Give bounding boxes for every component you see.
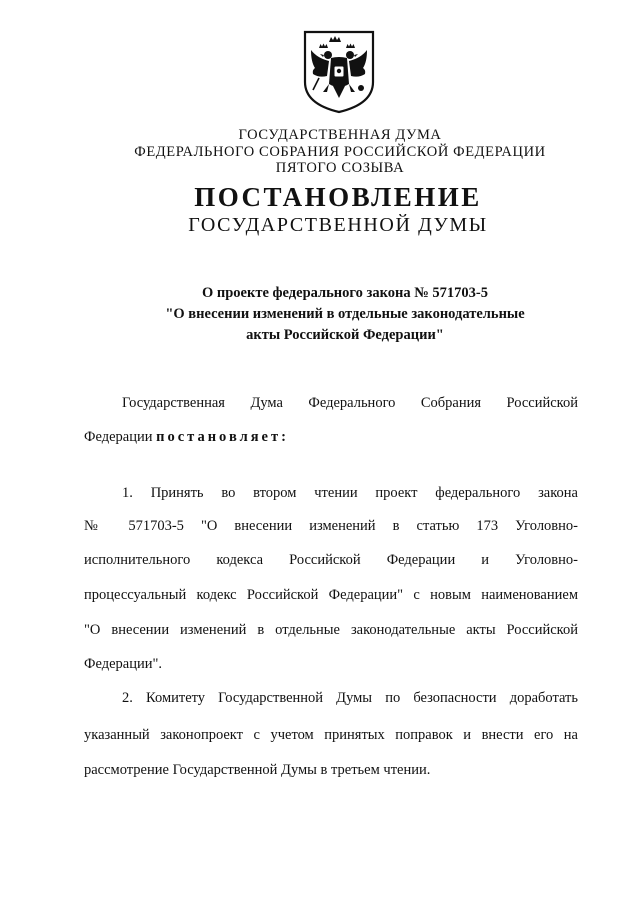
item1-line-1: 1. Принять во втором чтении проект федерального закона [122, 485, 578, 501]
document-title: ПОСТАНОВЛЕНИЕ [194, 182, 482, 212]
item1-line-6: Федерации". [84, 656, 163, 672]
preamble-resolves: постановляет: [156, 429, 289, 445]
item1-line-3: исполнительного кодекса Российской Федерации и Уголовно- [84, 552, 578, 568]
item1-line-5: "О внесении изменений в отдельные законодательные акты Российской [84, 622, 578, 638]
header-line-convocation: ПЯТОГО СОЗЫВА [275, 160, 405, 176]
item2-line-2: указанный законопроект с учетом принятых поправок и внести его на [84, 727, 578, 743]
preamble-line-1: Государственная Дума Федерального Собрания Российской [122, 395, 578, 411]
header-line-assembly: ФЕДЕРАЛЬНОГО СОБРАНИЯ РОССИЙСКОЙ ФЕДЕРАЦИИ [134, 144, 546, 160]
item2-line-3: рассмотрение Государственной Думы в третьем чтении. [84, 762, 431, 778]
header-line-duma: ГОСУДАРСТВЕННАЯ ДУМА [238, 127, 442, 143]
item1-line-2: № 571703-5 "О внесении изменений в статью 173 Уголовно- [84, 518, 578, 534]
document-subtitle: ГОСУДАРСТВЕННОЙ ДУМЫ [188, 214, 488, 236]
item2-line-1: 2. Комитету Государственной Думы по безопасности доработать [122, 690, 578, 706]
preamble-federation: Федерации [84, 429, 157, 445]
subject-line-2: "О внесении изменений в отдельные законодательные [165, 306, 525, 322]
subject-line-3: акты Российской Федерации" [246, 327, 444, 343]
russian-double-headed-eagle-icon [299, 28, 379, 114]
preamble-line-2 [84, 428, 578, 446]
item1-line-4: процессуальный кодекс Российской Федерации" с новым наименованием [84, 587, 578, 603]
state-emblem [299, 28, 379, 114]
subject-line-1: О проекте федерального закона № 571703-5 [201, 285, 489, 301]
